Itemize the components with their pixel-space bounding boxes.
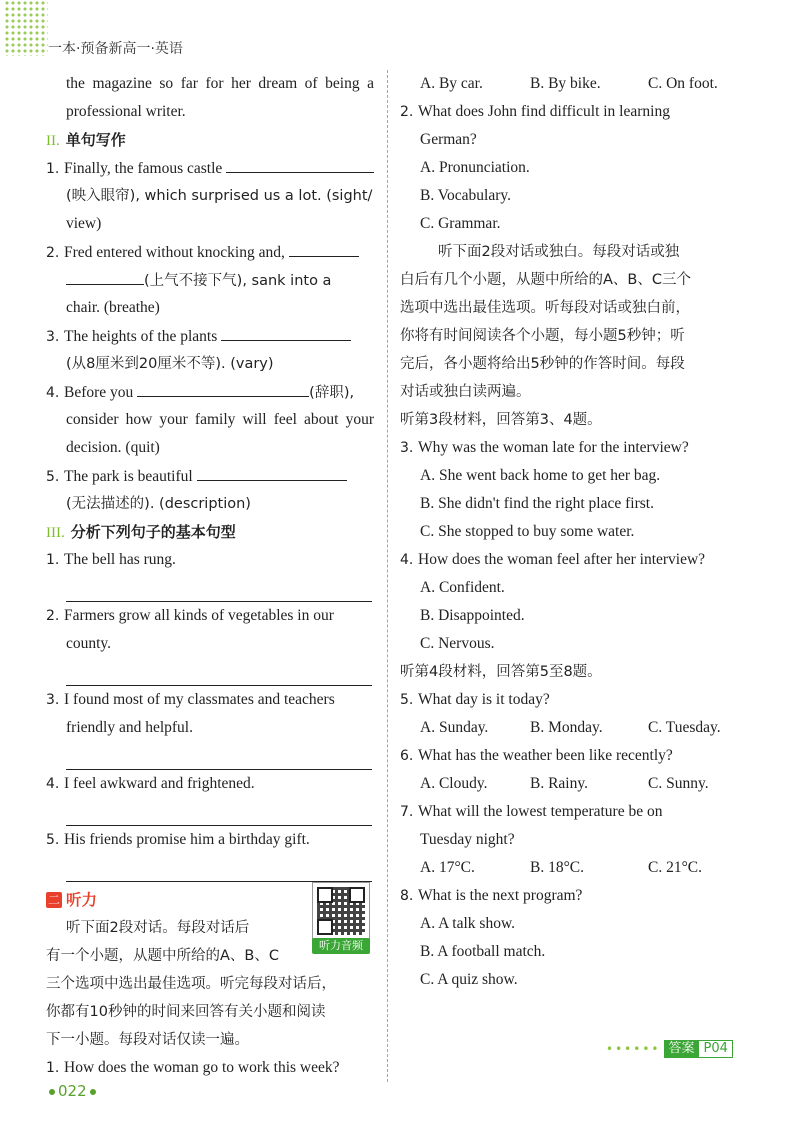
section-tag: 二 [47, 893, 60, 907]
answer-blank[interactable] [226, 154, 374, 173]
answer-blank[interactable] [137, 378, 309, 397]
writing-q1: 1. Finally, the famous castle [46, 154, 374, 182]
writing-q4-line2: consider how your family will feel about your [66, 411, 374, 428]
corner-dot-pattern [4, 0, 48, 56]
option: C. Grammar. [420, 215, 501, 232]
option: C. A quiz show. [420, 971, 518, 988]
answer-reference[interactable] [606, 1040, 733, 1058]
instr-line: 听下面2段对话或独白。每段对话或独 [438, 244, 680, 260]
instr-line: 完后，各小题将给出5秒钟的作答时间。每段 [400, 356, 685, 372]
material-4-heading: 听第4段材料，回答第5至8题。 [400, 664, 602, 680]
instr-line: 白后有几个小题，从题中所给的A、B、C三个 [400, 272, 691, 288]
page-number: 022 [46, 1082, 99, 1100]
listening-q4: 4. How does the woman feel after her interview? [400, 551, 706, 568]
option: A. Pronunciation. [420, 159, 530, 176]
answer-blank[interactable] [221, 322, 351, 341]
answer-page-code: P04 [698, 1040, 732, 1058]
option: A. A talk show. [420, 915, 516, 932]
sentence-2: 2. Farmers grow all kinds of vegetables in our [46, 607, 334, 624]
dots-decoration: •••••• [606, 1042, 661, 1056]
instr-line: 你将有时间阅读各个小题，每小题5秒钟；听 [400, 328, 685, 344]
option: B. Disappointed. [420, 607, 525, 624]
writing-q4: 4. Before you (辞职), [46, 378, 374, 406]
listening-instr-4: 你都有10秒钟的时间来回答有关小题和阅读 [46, 1004, 326, 1020]
intro-line-1: the magazine so far for her dream of being a [66, 75, 374, 92]
listening-instr-2: 有一个小题，从题中所给的A、B、C [46, 948, 279, 964]
listening-q1: 1. How does the woman go to work this week? [46, 1059, 340, 1076]
answer-line[interactable] [66, 798, 372, 826]
listening-q7: 7. What will the lowest temperature be on [400, 803, 663, 820]
listening-q7-line2: Tuesday night? [420, 831, 515, 848]
option: C. Nervous. [420, 635, 495, 652]
qr-label: 听力音频 [312, 938, 370, 954]
answer-blank[interactable] [289, 238, 359, 257]
writing-q2-line2: (上气不接下气), sank into a [46, 266, 374, 294]
listening-q2: 2. What does John find difficult in learning [400, 103, 670, 120]
section-heading-iii: III. 分析下列句子的基本句型 [46, 523, 236, 541]
writing-q1-line2: (映入眼帘), which surprised us a lot. (sight/ [66, 188, 373, 204]
section-heading-ii: II. 单句写作 [46, 131, 126, 149]
writing-q1-line3: view) [66, 215, 102, 232]
option: A. Confident. [420, 579, 505, 596]
qr-code-icon[interactable] [312, 882, 370, 940]
writing-q3-line2: (从8厘米到20厘米不等). (vary) [66, 356, 274, 372]
listening-instr-3: 三个选项中选出最佳选项。听完每段对话后， [46, 976, 336, 992]
intro-line-2: professional writer. [66, 103, 186, 120]
listening-q2-line2: German? [420, 131, 477, 148]
writing-q2: 2. Fred entered without knocking and, [46, 238, 374, 266]
sentence-5: 5. His friends promise him a birthday gift. [46, 831, 310, 848]
option: C. She stopped to buy some water. [420, 523, 635, 540]
instr-line: 选项中选出最佳选项。听每段对话或独白前， [400, 300, 690, 316]
answer-line[interactable] [66, 574, 372, 602]
option: B. She didn't find the right place first. [420, 495, 654, 512]
listening-instr-5: 下一小题。每段对话仅读一遍。 [46, 1032, 249, 1048]
writing-q4-line3: decision. (quit) [66, 439, 160, 456]
listening-q6: 6. What has the weather been like recently? [400, 747, 673, 764]
listening-q5: 5. What day is it today? [400, 691, 550, 708]
sentence-1: 1. The bell has rung. [46, 551, 176, 568]
option: B. Vocabulary. [420, 187, 511, 204]
writing-q5: 5. The park is beautiful [46, 462, 374, 490]
option: B. A football match. [420, 943, 546, 960]
q7-options: A. 17°C. B. 18°C. C. 21°C. [420, 859, 703, 876]
sentence-2-line2: county. [66, 635, 112, 652]
writing-q5-line2: (无法描述的). (description) [66, 496, 251, 512]
listening-instr-1: 听下面2段对话。每段对话后 [66, 920, 250, 936]
sentence-3: 3. I found most of my classmates and teachers [46, 691, 335, 708]
answer-label: 答案 [664, 1040, 698, 1058]
answer-blank[interactable] [197, 462, 347, 481]
column-divider [387, 70, 388, 1082]
listening-q3: 3. Why was the woman late for the interview? [400, 439, 689, 456]
q6-options: A. Cloudy. B. Rainy. C. Sunny. [420, 775, 709, 792]
material-3-heading: 听第3段材料，回答第3、4题。 [400, 412, 602, 428]
answer-blank[interactable] [66, 266, 144, 285]
listening-heading: 二 听力 [47, 891, 98, 909]
option: A. She went back home to get her bag. [420, 467, 661, 484]
writing-q2-line3: chair. (breathe) [66, 299, 160, 316]
right-column [400, 70, 730, 994]
q1-options: A. By car. B. By bike. C. On foot. [420, 75, 718, 92]
answer-line[interactable] [66, 658, 372, 686]
listening-q8: 8. What is the next program? [400, 887, 583, 904]
page-header: 一本·预备新高一·英语 [48, 41, 183, 57]
answer-line[interactable] [66, 854, 372, 882]
sentence-3-line2: friendly and helpful. [66, 719, 193, 736]
answer-line[interactable] [66, 742, 372, 770]
q5-options: A. Sunday. B. Monday. C. Tuesday. [420, 719, 721, 736]
sentence-4: 4. I feel awkward and frightened. [46, 775, 255, 792]
writing-q3: 3. The heights of the plants [46, 322, 374, 350]
instr-line: 对话或独白读两遍。 [400, 384, 531, 400]
